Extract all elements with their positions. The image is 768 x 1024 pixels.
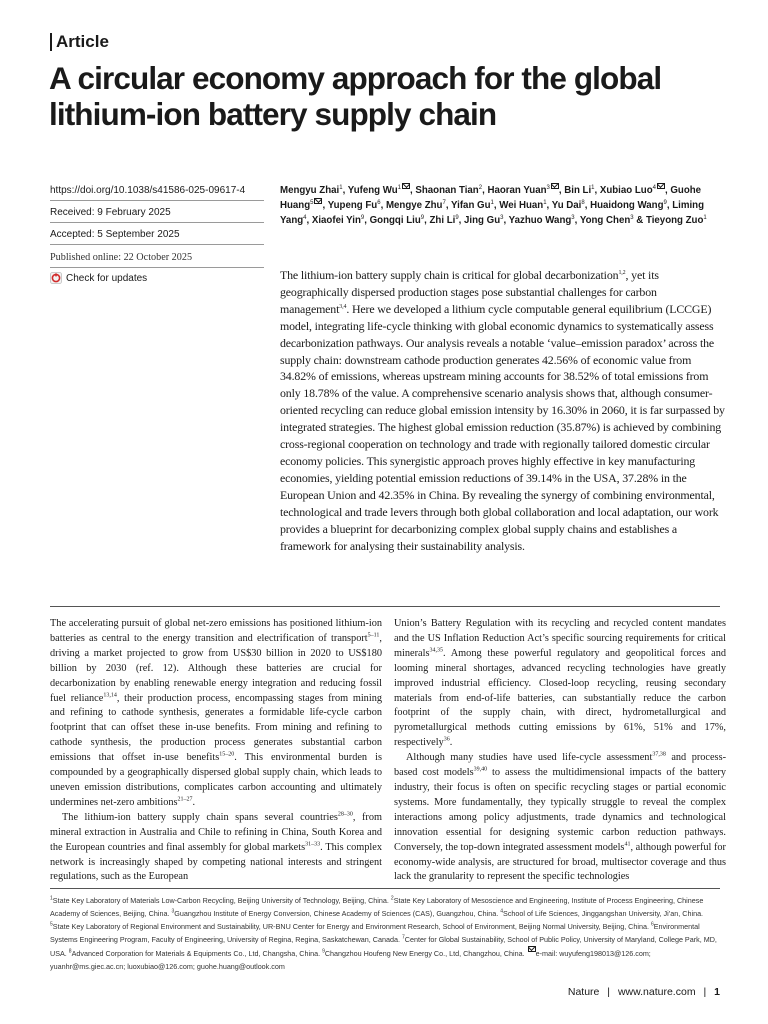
- affiliation-number: 1: [50, 895, 53, 902]
- citation: 13,14: [103, 692, 117, 699]
- author-affiliation-number: 9: [455, 215, 459, 222]
- body-text: . This environmental burden is compounded by a geographically dispersed global supply chain, which leads to uneven emission distributions, complicates carbon accounting and ultimately undermines net-zero ambitions: [50, 752, 382, 808]
- author-name[interactable]: [370, 215, 424, 226]
- affiliation-number: 5: [50, 921, 53, 928]
- article-meta: [50, 182, 264, 289]
- author-name[interactable]: [646, 215, 707, 226]
- author-affiliation-number: 8: [581, 199, 585, 206]
- citation: 34,35: [429, 647, 443, 654]
- citation: 31–33: [305, 841, 321, 848]
- body-text: .: [449, 737, 453, 749]
- author-name-text: Yifan Gu: [451, 200, 491, 212]
- citation: 36: [443, 736, 450, 743]
- accepted-date: Accepted: 5 September 2025: [50, 226, 264, 245]
- citation: 15–20: [219, 751, 235, 758]
- author-name[interactable]: [415, 185, 482, 196]
- author-affiliation-number: 1: [490, 199, 494, 206]
- section-label: Article: [56, 32, 109, 51]
- body-text: Although many studies have used life-cycle assessment: [406, 752, 653, 764]
- envelope-icon: [657, 183, 665, 189]
- author-affiliation-number: 4: [303, 215, 307, 222]
- author-name-text: Mengye Zhu: [385, 200, 443, 212]
- author-name[interactable]: [429, 215, 458, 226]
- journal-website-link[interactable]: www.nature.com: [617, 986, 696, 998]
- author-affiliation-number: 2: [478, 184, 483, 191]
- author-name-text: Huaidong Wang: [590, 200, 664, 212]
- author-name-text: Guohe Huang: [280, 185, 702, 212]
- author-name[interactable]: [552, 200, 585, 211]
- body-paragraph: [50, 811, 382, 886]
- author-name[interactable]: [509, 215, 575, 226]
- envelope-icon: [402, 183, 410, 189]
- author-affiliation-number: 7: [442, 199, 446, 206]
- body-text: .: [192, 796, 196, 808]
- check-for-updates-label: Check for updates: [66, 272, 148, 284]
- affiliations: [50, 894, 722, 974]
- author-list: Mengyu Zhai$^1$, Yufeng Wu$^1$ , Shaonan Tian$^2$, Haoran Yuan$^3$ , Bin Li$^1$, Xubiao Luo$^4$ , Guohe Huang$^5$ , Yupeng Fu$^6$, Mengye Zhu$^7$, Yifan Gu$^1$, Wei Huan$^1$, Yu Dai$^8$, Huaidong Wang$^9$, Liming Yang$^4$, Xiaofei Yin$^9$, Gongqi Liu$^9$, Zhi Li$^9$, Jing Gu$^3$, Yazhuo Wang$^3$, Yong Chen$^3$ & Tieyong Zuo$^1$: [280, 184, 707, 227]
- body-text: , from mineral extraction in Australia and Chile to refining in China, South Korea and the European countries and final assembly for global markets: [50, 811, 382, 853]
- abstract-text: , yet its geographically dispersed production stages pose substantial challenges for carbon management: [280, 268, 659, 316]
- author-name[interactable]: [451, 200, 494, 211]
- citation: 1,2: [618, 270, 626, 277]
- author-name-text: Tieyong Zuo: [645, 215, 704, 227]
- body-text: . This complex network is increasingly shaped by competing national interests and stringent regulations, such as the European: [50, 841, 382, 883]
- author-affiliation-number: 1: [397, 184, 401, 191]
- journal-name: Nature: [567, 986, 600, 998]
- body-paragraph: [50, 617, 382, 811]
- author-affiliation-number: 1: [339, 184, 343, 191]
- citation: 28–30: [337, 811, 353, 818]
- author-name-text: Liming Yang: [280, 200, 704, 227]
- citation: 5–11: [367, 632, 380, 639]
- body-text: The lithium-ion battery supply chain spans several countries: [62, 811, 338, 823]
- published-date: Published online: 22 October 2025: [50, 248, 264, 268]
- affiliation-text: Center for Global Sustainability, School of Public Policy, University of Maryland, College Park, MD, USA.: [50, 935, 717, 959]
- body-column-right: [394, 617, 726, 885]
- citation: 3,4: [339, 303, 347, 310]
- body-text: . Among these powerful regulatory and geopolitical forces and looming mineral shortages, advanced recycling technologies have greatly improved industrial efficiency. Closed-loop recycling, reusing secondary materials from end-of-life batteries, can substantially reduce the carbon footprint of the supply chain, with direct, hydrometallurgical and pyrometallurgical methods cutting emissions by 61%, 51% and 17%, respectively: [394, 647, 726, 749]
- page-number: 1: [714, 986, 720, 998]
- author-name[interactable]: [328, 200, 381, 211]
- body-text: , driving a market projected to grow from US$30 billion in 2020 to US$180 billion by 2030 (ref. 12). Although these batteries are crucial for decarbonization by enabling renewable energy integration and reducing fossil fuel reliance: [50, 632, 382, 704]
- author-affiliation-number: 1: [591, 184, 595, 191]
- section-divider: [50, 606, 720, 607]
- author-name-text: Bin Li: [564, 185, 592, 196]
- author-name-text: Yazhuo Wang: [508, 215, 572, 227]
- abstract-text: The lithium-ion battery supply chain is critical for global decarbonization: [280, 268, 619, 282]
- citation: 41: [624, 841, 631, 848]
- body-text: Union’s Battery Regulation with its recycling and recycled content mandates and the US Inflation Reduction Act’s specific sourcing requirements for critical minerals: [394, 618, 726, 659]
- author-name-text: Yufeng Wu: [347, 185, 398, 196]
- author-affiliation-number: 4: [652, 184, 656, 191]
- author-affiliation-number: 3: [630, 215, 634, 222]
- affiliation-number: 2: [390, 895, 394, 902]
- body-text: , although powerful for economy-wide analysis, are structured for broad, multisector coverage and thus lack the granularity to represent the specific technologies: [394, 841, 726, 883]
- author-name-text: Yupeng Fu: [327, 200, 378, 212]
- author-name[interactable]: [590, 200, 667, 211]
- received-date: Received: 9 February 2025: [50, 204, 264, 223]
- author-name[interactable]: [499, 200, 546, 211]
- affiliation-number: 7: [401, 934, 405, 941]
- body-text: to assess the multidimensional impacts of the battery industry, their focus is often on specific recycling stages or partial economic systems. More fundamentally, they typically struggle to reveal the complex interactions among policy adjustments, trade dynamics and technological innovation essential for designing systemic carbon reduction pathways. Conversely, the top-down integrated assessment models: [394, 767, 726, 853]
- envelope-icon: [314, 198, 322, 204]
- affiliation-number: 9: [322, 948, 325, 955]
- author-affiliation-number: 9: [420, 215, 425, 222]
- doi-link[interactable]: https://doi.org/10.1038/s41586-025-09617-4: [50, 182, 264, 201]
- check-for-updates-icon: [50, 272, 62, 284]
- page-footer: Nature | www.nature.com | 1: [567, 986, 720, 998]
- citation: 39,40: [473, 766, 488, 773]
- affiliation-text: State Key Laboratory of Mesoscience and Engineering, Institute of Process Engineering, Chinese Academy of Sciences, Beijing, China.: [50, 896, 704, 919]
- section-rule: [50, 33, 52, 51]
- affiliation-text: School of Life Sciences, Jinggangshan University, Ji’an, China.: [503, 909, 704, 919]
- author-name[interactable]: [464, 215, 503, 226]
- affiliation-text: Environmental Systems Engineering Program, Faculty of Engineering, University of Regina, Regina, Saskatchewan, Canada.: [50, 922, 700, 945]
- author-affiliation-number: 6: [377, 199, 381, 206]
- body-text: and process-based cost models: [394, 752, 727, 779]
- author-name[interactable]: [280, 185, 343, 196]
- author-name-text: Gongqi Liu: [369, 215, 421, 227]
- envelope-icon: [528, 946, 536, 952]
- author-name[interactable]: [348, 185, 410, 196]
- author-name-text: Shaonan Tian: [415, 185, 479, 196]
- author-affiliation-number: 1: [543, 199, 547, 206]
- affiliation-number: 6: [650, 921, 654, 928]
- check-for-updates-button[interactable]: [50, 272, 147, 284]
- affiliation-text: Guangzhou Institute of Energy Conversion, Chinese Academy of Sciences (CAS), Guangzhou, China.: [174, 909, 501, 919]
- body-paragraph: [394, 751, 726, 885]
- author-name[interactable]: [312, 215, 364, 226]
- affiliation-text: State Key Laboratory of Materials Low-Carbon Recycling, Beijing University of Technology, Beijing, China.: [52, 896, 391, 905]
- body-text: , their production process, encompassing stages from mining and refining to cathode synthesis, generates a formidable life-cycle carbon footprint that can offset these in-use benefits. From mining and refining to cathode synthesis, the production process generates substantial carbon emissions that offset in-use benefits: [50, 692, 382, 764]
- author-name[interactable]: [580, 215, 634, 226]
- author-name-text: Zhi Li: [429, 215, 456, 227]
- author-name[interactable]: [487, 185, 558, 196]
- author-name[interactable]: [600, 185, 665, 196]
- body-paragraph: [394, 617, 726, 751]
- affiliation-text: Advanced Corporation for Materials & Equipments Co., Ltd, Changsha, China.: [71, 949, 323, 959]
- body-column-left: [50, 617, 382, 885]
- affiliation-number: 4: [500, 908, 504, 915]
- author-name-text: Xiaofei Yin: [311, 215, 361, 227]
- article-title: A circular economy approach for the global lithium-ion battery supply chain: [49, 60, 662, 132]
- affiliation-divider: [50, 888, 720, 889]
- author-affiliation-number: 3: [500, 215, 504, 222]
- author-name-text: Yong Chen: [579, 215, 631, 227]
- affiliation-number: 8: [68, 948, 72, 955]
- affiliation-text: Changzhou Houfeng New Energy Co., Ltd, Changzhou, China.: [324, 949, 527, 959]
- author-affiliation-number: 9: [360, 215, 365, 222]
- envelope-icon: [551, 183, 559, 189]
- abstract-text: . Here we developed a lithium cycle computable general equilibrium (LCCGE) model, integrating life-cycle thinking with global economic dynamics to systematically assess decarbonization pathways. Our analysis reveals a notable ‘value–emission paradox’ across the supply chain: downstream cathode production generates 42.56% of economic value from 34.82% of emissions, whereas upstream mining accounts for 38.52% of total emissions from only 18.78% of the value. A comprehensive scenario analysis shows that, although consumer-oriented recycling can reduce global emission intensity by 16.30% in 2060, it is far surpassed by integrated strategies. The highest global emission reduction (35.87%) is achieved by combining cross-regional cooperation on technology and trade with regionally tailored domestic circular economy policies. This synergistic approach proves highly effective in key manufacturing economies, yielding potential emission reductions of 39.14% in the USA, 37.28% in the European Union and 42.35% in China. By revealing the synergy of combining environmental, technological and trade levers through both global collaboration and local adaptation, our work provides a blueprint for decarbonizing complex global supply chains and establishes a framework for analysing their sustainability analysis.: [280, 301, 725, 553]
- author-affiliation-number: 1: [703, 215, 707, 222]
- author-name[interactable]: [386, 200, 446, 211]
- affiliation-text: e-mail: wuyufeng198013@126.com; yuanhr@ms.giec.ac.cn; luoxubiao@126.com; guohe.huang@outlook.com: [50, 949, 651, 972]
- author-name-text: Mengyu Zhai: [280, 185, 340, 196]
- body-text: The accelerating pursuit of global net-zero emissions has positioned lithium-ion batteries as central to the energy transition and electrification of transport: [50, 618, 382, 644]
- author-affiliation-number: 5: [310, 199, 314, 206]
- author-name-text: Wei Huan: [499, 200, 544, 212]
- affiliation-number: 3: [171, 908, 175, 915]
- author-name[interactable]: [564, 185, 594, 196]
- citation: 37,38: [652, 751, 666, 758]
- author-affiliation-number: 9: [663, 199, 667, 206]
- citation: 21–27: [177, 796, 193, 803]
- author-affiliation-number: 3: [571, 215, 575, 222]
- affiliation-text: State Key Laboratory of Regional Environment and Sustainability, UR-BNU Center for Energy and Environment Research, School of Environment, Beijing Normal University, Beijing, China.: [52, 922, 651, 932]
- author-name-text: Yu Dai: [551, 200, 582, 212]
- author-affiliation-number: 3: [546, 184, 550, 191]
- author-name-text: Jing Gu: [464, 215, 501, 227]
- abstract: [280, 267, 726, 554]
- author-name-text: Xubiao Luo: [599, 185, 653, 196]
- author-name-text: Haoran Yuan: [487, 185, 547, 196]
